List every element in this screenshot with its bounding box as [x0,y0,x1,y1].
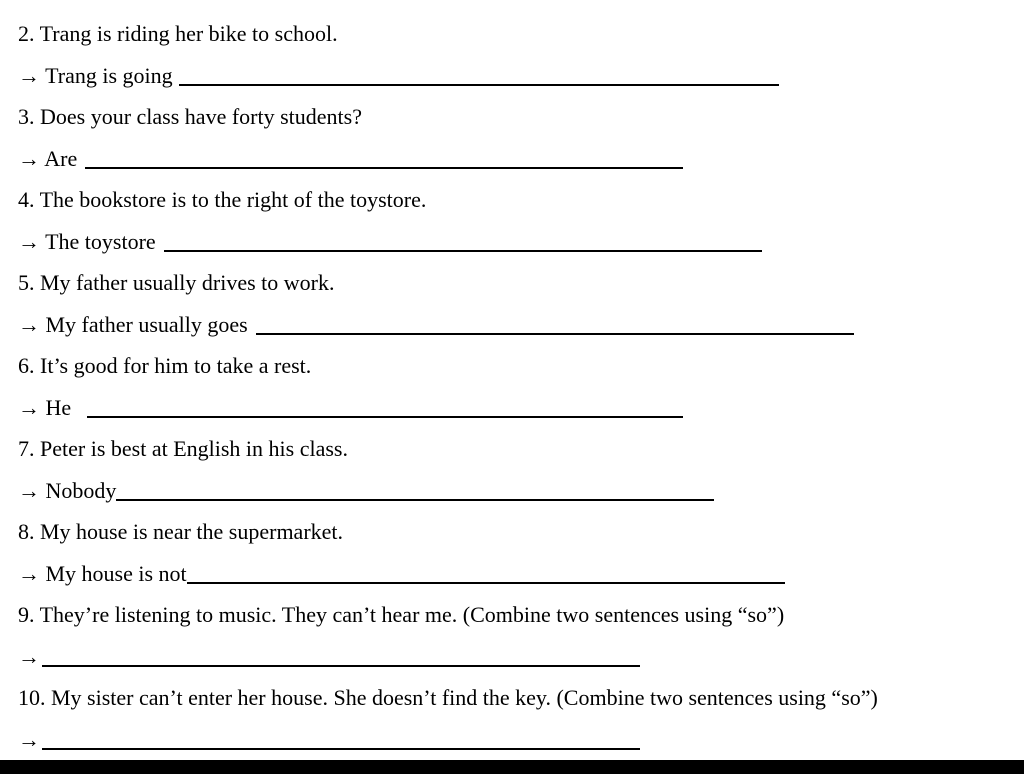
question-2: 2. Trang is riding her bike to school. [18,21,338,46]
answer-prompt-6: → He [18,395,72,420]
answer-prompt-8: → My house is not [18,561,187,586]
answer-prompt-2: → Trang is going [18,63,173,88]
answer-prompt-9: → [18,644,40,669]
answer-blank-7[interactable] [116,477,714,501]
question-6: 6. It’s good for him to take a rest. [18,353,312,378]
answer-row-8 [18,560,785,588]
question-8: 8. My house is near the supermarket. [18,519,344,544]
answer-blank-5[interactable] [256,311,854,335]
question-7: 7. Peter is best at English in his class. [18,436,348,461]
answer-prompt-7: → Nobody [18,478,117,503]
answer-row-2 [18,62,779,90]
question-3: 3. Does your class have forty students? [18,104,362,129]
answer-row-9 [18,643,640,671]
answer-row-4 [18,228,762,256]
answer-prompt-10: → [18,727,40,752]
question-4: 4. The bookstore is to the right of the toystore. [18,187,427,212]
answer-row-6 [18,394,683,422]
question-10: 10. My sister can’t enter her house. She doesn’t find the key. (Combine two sentences using “so”) [18,685,878,710]
answer-blank-10[interactable] [42,726,640,750]
question-9: 9. They’re listening to music. They can’t hear me. (Combine two sentences using “so”) [18,602,785,627]
answer-blank-9[interactable] [42,643,640,667]
answer-blank-3[interactable] [85,145,683,169]
answer-row-10 [18,726,640,754]
answer-blank-6[interactable] [87,394,683,418]
answer-blank-8[interactable] [187,560,785,584]
answer-prompt-4: → The toystore [18,229,156,254]
answer-blank-2[interactable] [179,62,779,86]
answer-row-3 [18,145,683,173]
question-5: 5. My father usually drives to work. [18,270,335,295]
answer-row-7 [18,477,714,505]
answer-blank-4[interactable] [164,228,762,252]
answer-row-5 [18,311,854,339]
bottom-black-bar [0,760,1024,774]
answer-prompt-3: → Are [18,146,78,171]
answer-prompt-5: → My father usually goes [18,312,248,337]
